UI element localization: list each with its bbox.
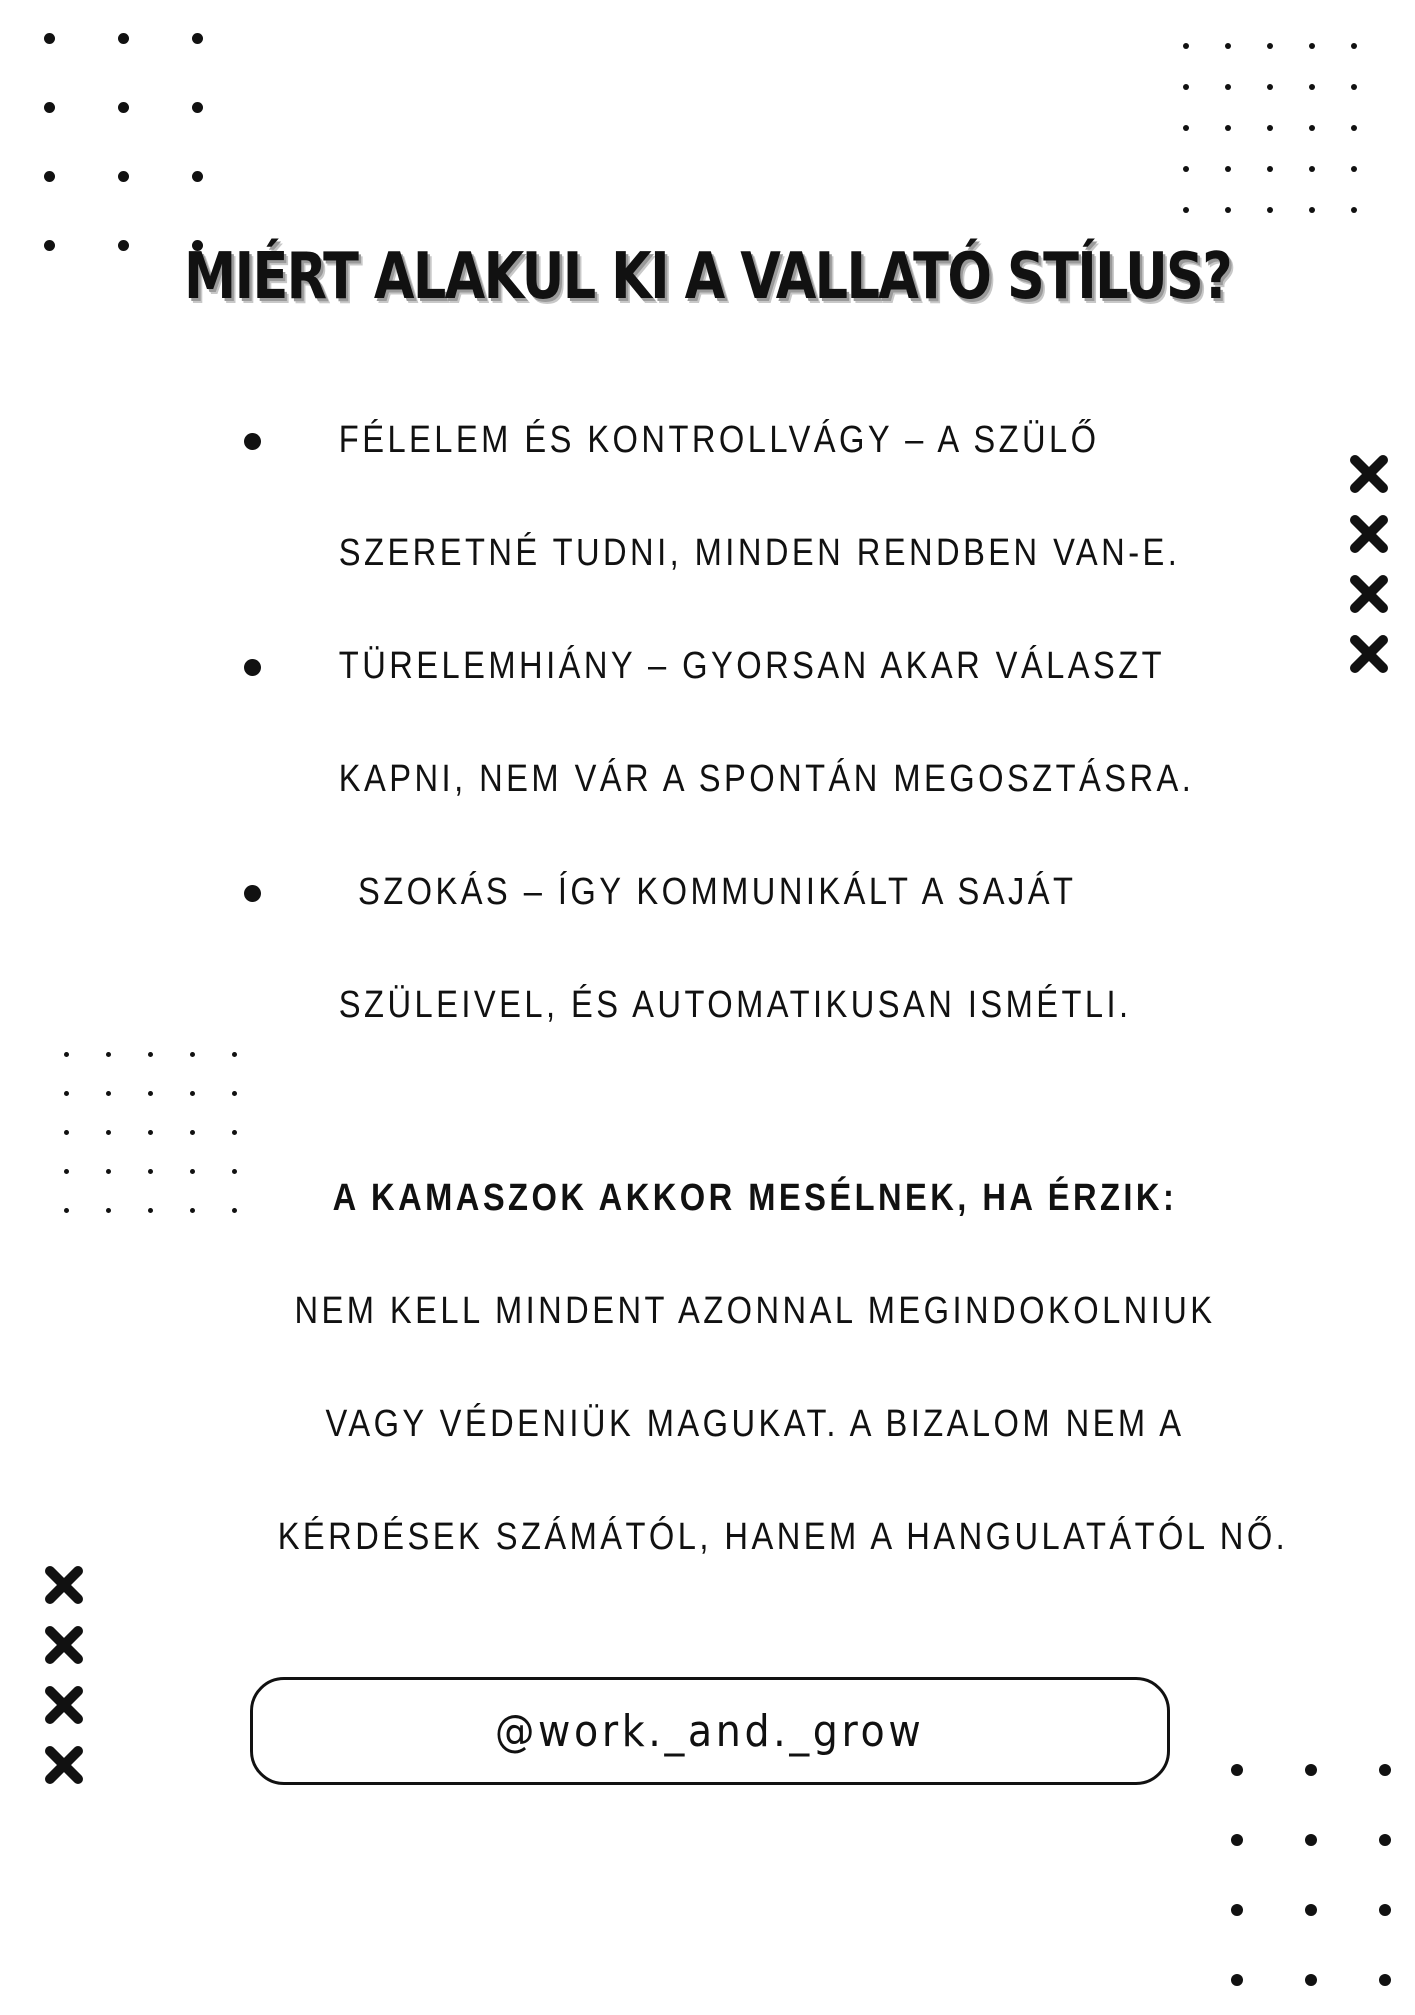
reasons-list — [240, 392, 1195, 1070]
list-item — [240, 392, 1181, 618]
x-mark-icon — [1349, 634, 1389, 674]
list-item-line: SZERETNÉ TUDNI, MINDEN RENDBEN VAN-E. — [338, 532, 1181, 574]
x-marks-right — [1349, 454, 1389, 674]
dot-grid-bottom-right — [1200, 1735, 1415, 2015]
paragraph-line: KÉRDÉSEK SZÁMÁTÓL, HANEM A HANGULATÁTÓL NŐ. — [277, 1516, 1289, 1558]
list-item-line: SZOKÁS – ÍGY KOMMUNIKÁLT A SAJÁT — [357, 871, 1077, 913]
social-handle-box — [250, 1677, 1170, 1785]
teen-paragraph — [200, 1150, 1310, 1602]
list-item-line: TÜRELEMHIÁNY – GYORSAN AKAR VÁLASZT — [338, 645, 1166, 687]
x-mark-icon — [44, 1745, 84, 1785]
x-mark-icon — [44, 1685, 84, 1725]
x-marks-left — [44, 1565, 84, 1785]
x-mark-icon — [44, 1625, 84, 1665]
paragraph-line: VAGY VÉDENIÜK MAGUKAT. A BIZALOM NEM A — [325, 1403, 1185, 1445]
dot-grid-top-left — [12, 4, 234, 280]
x-mark-icon — [1349, 574, 1389, 614]
paragraph-heading: A KAMASZOK AKKOR MESÉLNEK, HA ÉRZIK: — [332, 1177, 1178, 1219]
social-handle: @work._and._grow — [495, 1705, 925, 1757]
list-item-line: KAPNI, NEM VÁR A SPONTÁN MEGOSZTÁSRA. — [338, 758, 1195, 800]
dot-grid-top-right — [1165, 25, 1375, 230]
paragraph-line: NEM KELL MINDENT AZONNAL MEGINDOKOLNIUK — [294, 1290, 1216, 1332]
list-item-line: FÉLELEM ÉS KONTROLLVÁGY – A SZÜLŐ — [338, 419, 1100, 461]
x-mark-icon — [1349, 454, 1389, 494]
list-item-line: SZÜLEIVEL, ÉS AUTOMATIKUSAN ISMÉTLI. — [338, 984, 1132, 1026]
list-item — [240, 618, 1195, 844]
page-title: MIÉRT ALAKUL KI A VALLATÓ STÍLUS? — [183, 240, 1232, 314]
list-item — [240, 844, 1160, 1070]
x-mark-icon — [1349, 514, 1389, 554]
x-mark-icon — [44, 1565, 84, 1605]
